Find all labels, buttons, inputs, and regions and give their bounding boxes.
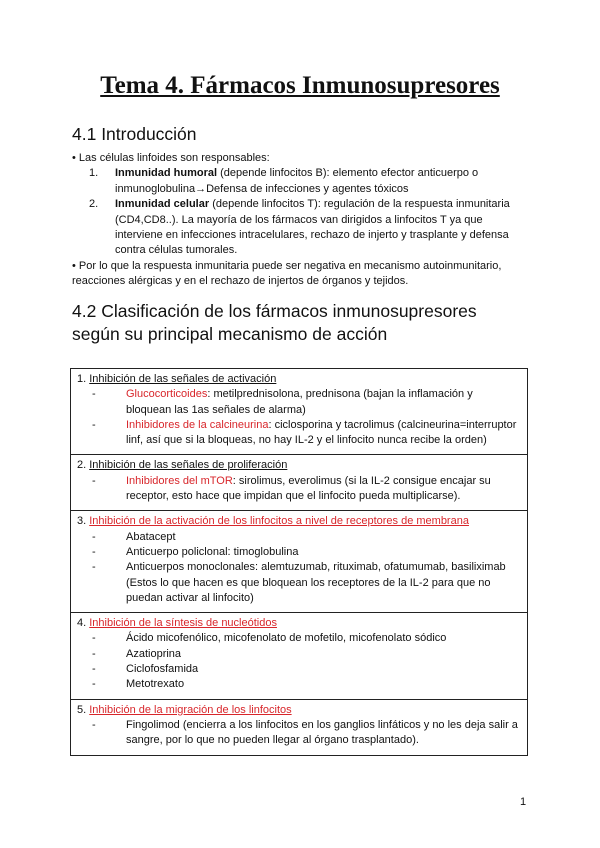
section-heading-clasificacion: [72, 300, 477, 346]
item-text: Ciclofosfamida: [126, 663, 199, 676]
row-title: Inhibición de las señales de proliferación: [89, 459, 288, 472]
list-item: [77, 718, 521, 749]
row-title: Inhibición de la activación de los linfocitos a nivel de receptores de membrana: [89, 515, 469, 528]
section-heading-introduccion: 4.1 Introducción: [72, 124, 197, 144]
item-text: (depende linfocitos B): elemento efector anticuerpo o inmunoglobulina→Defensa de infecciones y agentes tóxicos: [115, 167, 479, 195]
item-term: Inmunidad humoral: [115, 167, 218, 180]
list-item: [77, 631, 521, 646]
row-heading: [77, 514, 521, 529]
dash-bullet: -: [92, 474, 96, 487]
page-number: 1: [520, 796, 527, 808]
classification-row: [71, 454, 527, 510]
row-title: Inhibición de la síntesis de nucleótidos: [89, 617, 277, 630]
list-item: [77, 677, 521, 692]
row-heading: [77, 372, 521, 387]
drug-class-label: Glucocorticoides: [126, 388, 208, 401]
row-number: 2.: [77, 459, 90, 472]
item-text: Fingolimod (encierra a los linfocitos en los ganglios linfáticos y no les deja salir a sangre, por lo que no pueden llegar al órgano trasplantado).: [126, 718, 518, 747]
item-term: Inmunidad celular: [115, 198, 210, 211]
heading-line: según su principal mecanismo de acción: [72, 324, 388, 344]
row-title: Inhibición de la migración de los linfocitos: [89, 703, 292, 716]
row-number: 1.: [77, 373, 90, 385]
classification-row: [71, 369, 527, 454]
dash-bullet: -: [92, 632, 96, 645]
list-item: [77, 545, 521, 560]
list-item: [77, 418, 521, 449]
item-text: : sirolimus, everolimus (si la IL-2 consigue encajar su receptor, esto hace que impidan que el linfocito pueda multiplicarse).: [126, 474, 491, 503]
item-text: Anticuerpos monoclonales: alemtuzumab, rituximab, ofatumumab, basiliximab (Estos lo que hacen es que bloquean los receptores de la IL-2 para que no puedan activar al linfocito): [126, 561, 506, 604]
item-number: 2.: [89, 198, 99, 211]
list-item: [77, 474, 521, 505]
heading-line: 4.2 Clasificación de los fármacos inmunosupresores: [72, 301, 477, 321]
drug-class-label: Inhibidores del mTOR: [126, 474, 233, 487]
dash-bullet: -: [92, 530, 96, 543]
row-number: 4.: [77, 617, 90, 630]
list-item: [77, 662, 521, 677]
numbered-item: [72, 197, 532, 259]
classification-row: [71, 699, 527, 755]
list-item: [77, 647, 521, 662]
intro-bullet: • Las células linfoides son responsables:: [72, 152, 270, 164]
row-heading: [77, 458, 521, 473]
item-text: Azatioprina: [126, 647, 182, 660]
dash-bullet: -: [92, 561, 96, 574]
dash-bullet: -: [92, 647, 96, 660]
numbered-item: [72, 166, 532, 197]
dash-bullet: -: [92, 418, 96, 431]
dash-bullet: -: [92, 718, 96, 731]
page-title: Tema 4. Fármacos Inmunosupresores: [100, 72, 500, 99]
classification-row: [71, 510, 527, 612]
item-text: Ácido micofenólico, micofenolato de mofetilo, micofenolato sódico: [126, 632, 447, 645]
list-item: [77, 387, 521, 418]
list-item: [77, 530, 521, 545]
row-number: 5.: [77, 703, 90, 716]
row-number: 3.: [77, 515, 90, 528]
row-heading: [77, 703, 521, 718]
classification-row: [71, 612, 527, 698]
item-text: : ciclosporina y tacrolimus (calcineurina=interruptor linf, así que si la bloqueas, no hay IL-2 y el linfocito nunca recibe la orden): [126, 418, 517, 447]
classification-table: [70, 368, 528, 756]
item-text: Anticuerpo policlonal: timoglobulina: [126, 545, 299, 558]
dash-bullet: -: [92, 388, 96, 401]
row-heading: [77, 616, 521, 631]
dash-bullet: -: [92, 663, 96, 676]
intro-bullet: • Por lo que la respuesta inmunitaria puede ser negativa en mecanismo autoinmunitario, reacciones alérgicas y en el rechazo de injertos de órganos y tejidos.: [72, 259, 502, 288]
drug-class-label: Inhibidores de la calcineurina: [126, 418, 269, 431]
item-text: Metotrexato: [126, 678, 185, 691]
dash-bullet: -: [92, 678, 96, 691]
item-text: (depende linfocitos T): regulación de la respuesta inmunitaria (CD4,CD8..). La mayoría de los fármacos van dirigidos a linfocitos T ya que interviene en infecciones intracelulares, rechazo de injerto y trasplante y defensa contra células tumorales.: [115, 198, 510, 257]
introduction-text: [72, 151, 532, 290]
row-title: Inhibición de las señales de activación: [89, 373, 277, 385]
item-text: : metilprednisolona, prednisona (bajan la inflamación y bloquean las 1as señales de alarma): [126, 388, 473, 416]
item-text: Abatacept: [126, 530, 176, 543]
item-number: 1.: [89, 167, 99, 180]
list-item: [77, 560, 521, 606]
dash-bullet: -: [92, 545, 96, 558]
